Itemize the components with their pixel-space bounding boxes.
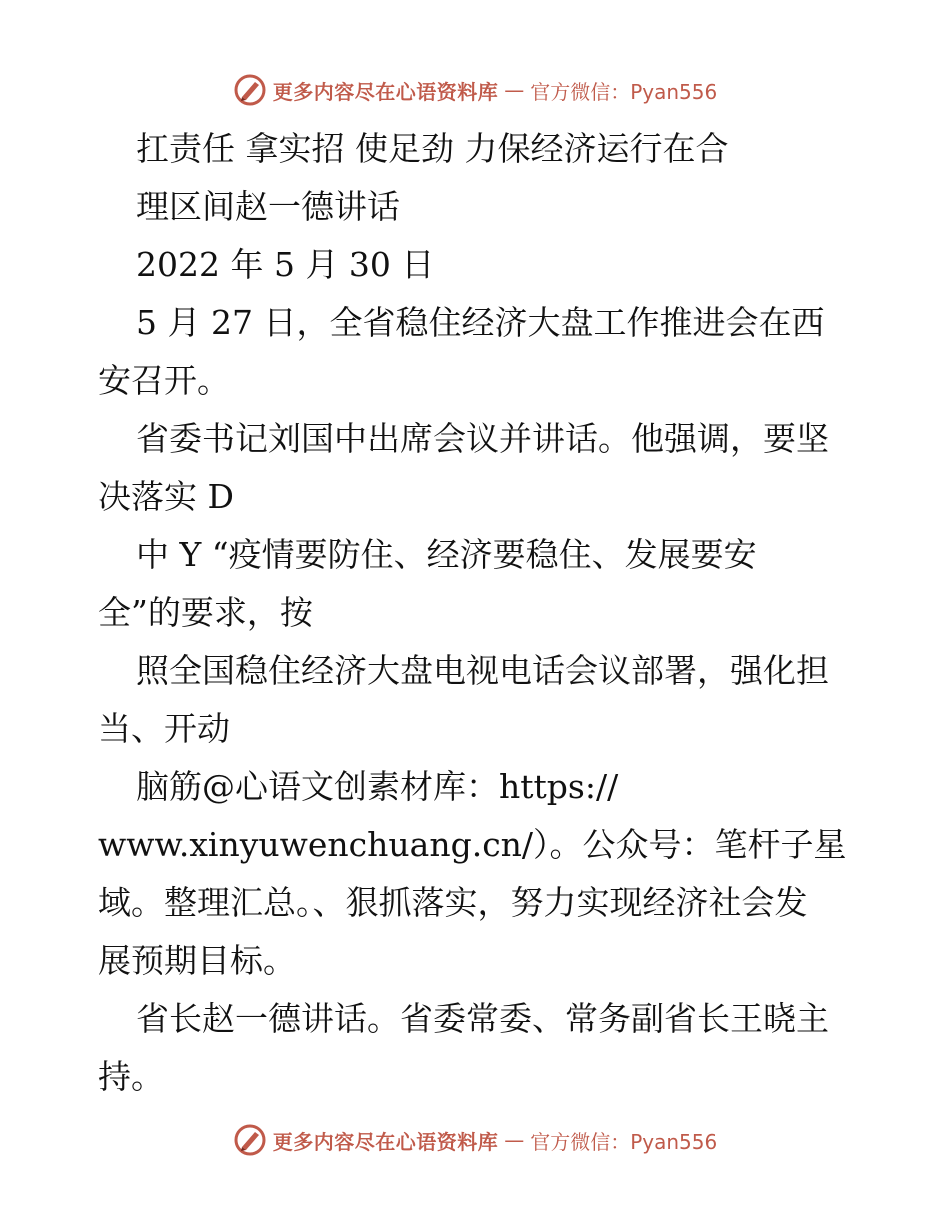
paragraph-line: 展预期目标。 [98, 941, 296, 980]
paragraph-line: www.xinyuwenchuang.cn/）。公众号：笔杆子星 [98, 825, 847, 864]
banner-title: 更多内容尽在心语资料库 [272, 1129, 499, 1154]
banner-title: 更多内容尽在心语资料库 [272, 79, 499, 104]
header-banner [0, 70, 950, 110]
paragraph-line: 全”的要求，按 [98, 593, 313, 632]
paragraph-line: 中 Y “疫情要防住、经济要稳住、发展要安 [136, 535, 757, 574]
paragraph-line: 省长赵一德讲话。省委常委、常务副省长王晓主 [136, 999, 829, 1038]
title-line-1: 扛责任 拿实招 使足劲 力保经济运行在合 [136, 129, 729, 168]
banner-wechat: 官方微信：Pyan556 [530, 1129, 718, 1154]
pen-logo-icon [233, 1123, 267, 1157]
paragraph-line: 脑筋@心语文创素材库：https:// [136, 767, 619, 806]
paragraph-line: 决落实 D [98, 477, 234, 516]
paragraph-line: 安召开。 [98, 361, 230, 400]
paragraph-line: 持。 [98, 1057, 164, 1096]
paragraph-line: 照全国稳住经济大盘电视电话会议部署，强化担 [136, 651, 829, 690]
paragraph-line: 域。整理汇总。、狠抓落实，努力实现经济社会发 [98, 883, 808, 922]
banner-dash: — [504, 78, 525, 102]
banner-dash: — [504, 1128, 525, 1152]
document-body [98, 120, 858, 1106]
banner-wechat: 官方微信：Pyan556 [530, 79, 718, 104]
date-line: 2022 年 5 月 30 日 [136, 245, 435, 284]
pen-logo-icon [233, 73, 267, 107]
paragraph-line: 5 月 27 日，全省稳住经济大盘工作推进会在西 [136, 303, 825, 342]
title-line-2: 理区间赵一德讲话 [136, 187, 400, 226]
paragraph-line: 当、开动 [98, 709, 230, 748]
footer-banner [0, 1120, 950, 1160]
paragraph-line: 省委书记刘国中出席会议并讲话。他强调，要坚 [136, 419, 829, 458]
